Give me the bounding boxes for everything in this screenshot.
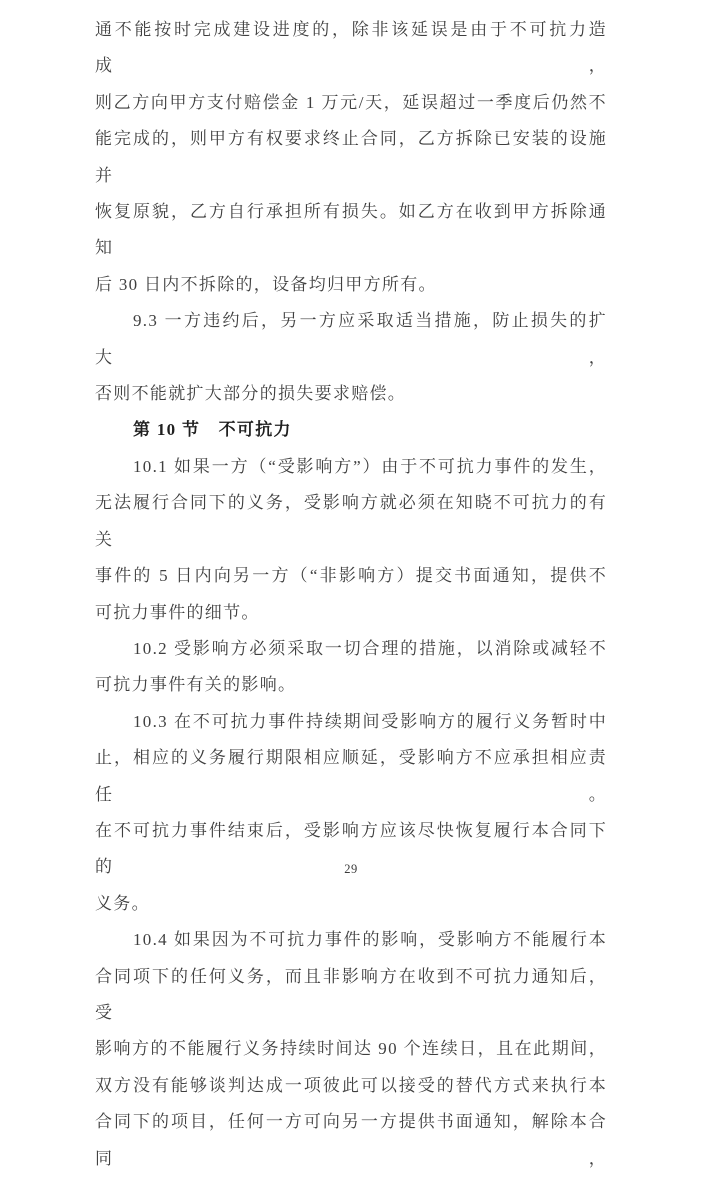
section-heading: 第 10 节 不可抗力	[133, 420, 292, 440]
text-line: 可抗力事件的细节。	[95, 602, 260, 622]
text-line: 合同下的项目，任何一方可向另一方提供书面通知，解除本合同，	[95, 1112, 607, 1168]
text-line: 10.2 受影响方必须采取一切合理的措施，以消除或减轻不	[133, 638, 607, 658]
text-line: 无法履行合同下的义务，受影响方就必须在知晓不可抗力的有关	[95, 493, 607, 549]
text-line: 合同项下的任何义务，而且非影响方在收到不可抗力通知后，受	[95, 966, 607, 1022]
text-line: 止，相应的义务履行期限相应顺延，受影响方不应承担相应责任。	[95, 748, 607, 804]
text-line: 事件的 5 日内向另一方（“非影响方）提交书面通知，提供不	[95, 566, 607, 586]
text-line: 通不能按时完成建设进度的，除非该延误是由于不可抗力造成，	[95, 20, 607, 76]
text-line: 9.3 一方违约后，另一方应采取适当措施，防止损失的扩大，	[95, 311, 607, 367]
text-line: 10.4 如果因为不可抗力事件的影响，受影响方不能履行本	[133, 930, 607, 950]
text-line: 否则不能就扩大部分的损失要求赔偿。	[95, 384, 407, 404]
page-number: 29	[344, 862, 358, 876]
text-line: 10.1 如果一方（“受影响方”）由于不可抗力事件的发生，	[133, 456, 607, 476]
text-line: 能完成的，则甲方有权要求终止合同，乙方拆除已安装的设施并	[95, 129, 607, 185]
contract-text	[95, 12, 607, 1177]
text-line: 可抗力事件有关的影响。	[95, 675, 297, 695]
text-line: 在不可抗力事件结束后，受影响方应该尽快恢复履行本合同下的	[95, 820, 607, 877]
text-line: 影响方的不能履行义务持续时间达 90 个连续日，且在此期间，	[95, 1039, 607, 1059]
text-line: 则乙方向甲方支付赔偿金 1 万元/天，延误超过一季度后仍然不	[95, 92, 607, 112]
text-line: 义务。	[95, 893, 150, 913]
text-line: 恢复原貌，乙方自行承担所有损失。如乙方在收到甲方拆除通知	[95, 202, 607, 258]
text-line: 后 30 日内不拆除的，设备均归甲方所有。	[95, 274, 437, 294]
text-line: 双方没有能够谈判达成一项彼此可以接受的替代方式来执行本	[95, 1075, 607, 1095]
text-line: 10.3 在不可抗力事件持续期间受影响方的履行义务暂时中	[133, 711, 607, 731]
